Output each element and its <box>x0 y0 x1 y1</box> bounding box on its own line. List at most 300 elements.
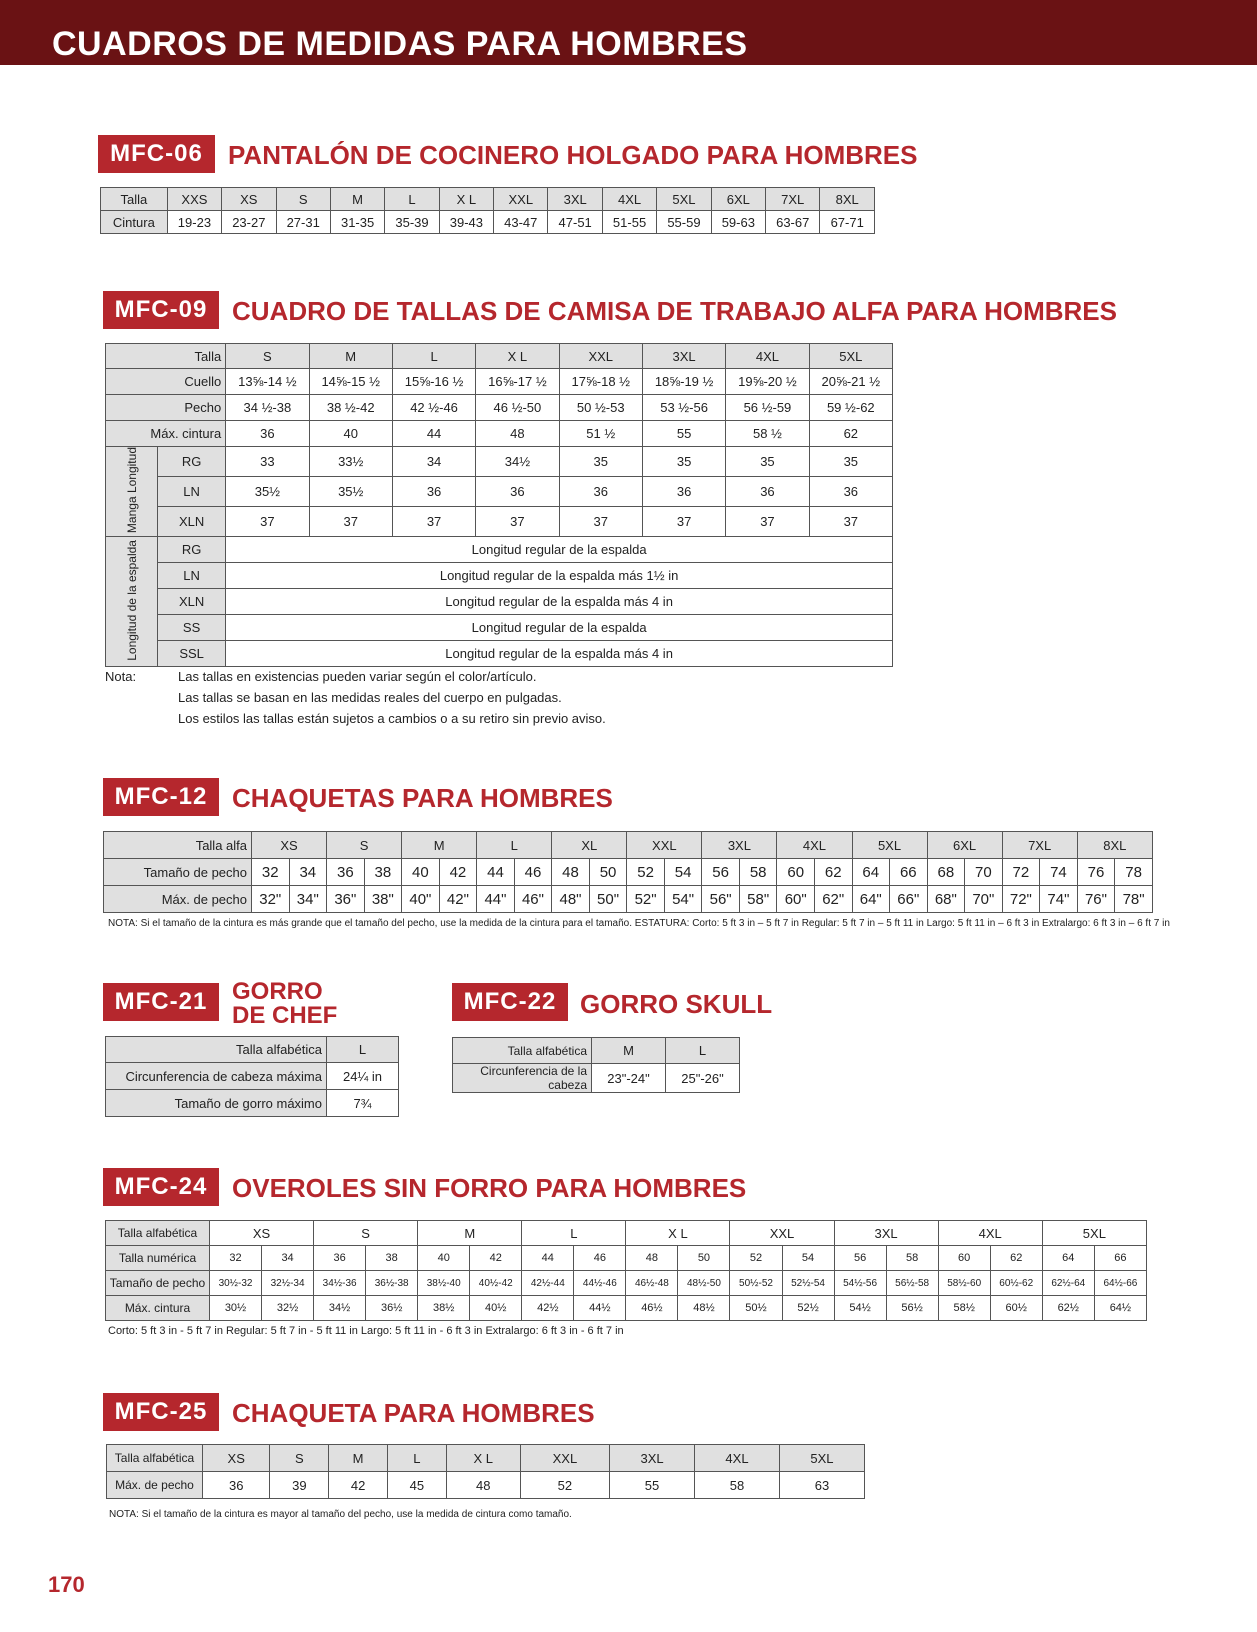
size-header: S <box>226 344 309 369</box>
table-cell: 56 ½-59 <box>726 395 809 421</box>
size-header: S <box>270 1445 329 1472</box>
size-header: 5XL <box>779 1445 864 1472</box>
table-cell: 48 <box>626 1246 678 1271</box>
size-header: M <box>592 1038 666 1064</box>
size-header: X L <box>476 344 559 369</box>
table-cell: 35 <box>642 447 725 477</box>
size-header: 5XL <box>657 188 711 211</box>
row-label: LN <box>158 563 226 589</box>
size-header: L <box>327 1037 399 1063</box>
table-row <box>107 1445 865 1472</box>
size-header: S <box>314 1221 418 1246</box>
size-header: XS <box>222 188 276 211</box>
table-cell: 48 <box>446 1472 520 1499</box>
table-cell: Longitud regular de la espalda más 4 in <box>226 641 893 667</box>
table-cell: 62 <box>809 421 892 447</box>
size-header: XS <box>203 1445 270 1472</box>
table-cell: 37 <box>559 507 642 537</box>
row-label: Talla <box>106 344 226 369</box>
table-cell: 34½ <box>314 1296 366 1321</box>
table-cell: 20⅝-21 ½ <box>809 369 892 395</box>
table-cell: 44 <box>392 421 475 447</box>
table-cell: 25"-26" <box>666 1064 740 1093</box>
table-cell: 30½-32 <box>210 1271 262 1296</box>
size-header: XXL <box>627 832 702 859</box>
table-cell: 70" <box>965 886 1003 913</box>
size-header: L <box>387 1445 446 1472</box>
size-header: 4XL <box>938 1221 1042 1246</box>
size-header: 3XL <box>642 344 725 369</box>
table-cell: 35 <box>726 447 809 477</box>
row-label: Cuello <box>106 369 226 395</box>
section-code-mfc12: MFC-12 <box>103 778 219 816</box>
size-header: 4XL <box>726 344 809 369</box>
table-cell: 31-35 <box>330 211 384 234</box>
table-cell: 36 <box>809 477 892 507</box>
table-cell: 36½-38 <box>366 1271 418 1296</box>
table-row <box>106 395 893 421</box>
table-cell: 35 <box>809 447 892 477</box>
table-cell: 40½-42 <box>470 1271 522 1296</box>
size-header: XS <box>210 1221 314 1246</box>
row-label: XLN <box>158 507 226 537</box>
size-table-mfc06 <box>100 187 875 234</box>
table-cell: 59-63 <box>711 211 765 234</box>
table-cell: 54 <box>664 859 702 886</box>
table-cell: 56" <box>702 886 740 913</box>
table-cell: 50 <box>589 859 627 886</box>
table-cell: 45 <box>387 1472 446 1499</box>
row-label: Circunferencia de cabeza máxima <box>106 1063 327 1090</box>
table-cell: 23-27 <box>222 211 276 234</box>
table-cell: 19⅝-20 ½ <box>726 369 809 395</box>
note-line-2-mfc09: Las tallas se basan en las medidas reales del cuerpo en pulgadas. <box>178 690 562 705</box>
table-row <box>106 447 893 477</box>
table-cell: 37 <box>809 507 892 537</box>
table-cell: 44" <box>477 886 515 913</box>
table-cell: 37 <box>476 507 559 537</box>
row-label: Pecho <box>106 395 226 421</box>
table-cell: 56½-58 <box>886 1271 938 1296</box>
table-cell: 39-43 <box>439 211 493 234</box>
table-cell: 72 <box>1002 859 1040 886</box>
section-title-mfc21-line1: GORRO <box>232 978 323 1005</box>
size-header: 3XL <box>702 832 777 859</box>
table-cell: 46 <box>574 1246 626 1271</box>
page-title: CUADROS DE MEDIDAS PARA HOMBRES <box>52 25 748 63</box>
table-cell: 60½-62 <box>990 1271 1042 1296</box>
table-cell: 60 <box>938 1246 990 1271</box>
table-cell: 36 <box>392 477 475 507</box>
size-header: XS <box>252 832 327 859</box>
note-mfc25: NOTA: Si el tamaño de la cintura es mayor al tamaño del pecho, use la medida de cintura como tamaño. <box>109 1509 572 1520</box>
table-cell: 68" <box>927 886 965 913</box>
table-cell: 44½ <box>574 1296 626 1321</box>
size-header: 3XL <box>834 1221 938 1246</box>
size-header: M <box>329 1445 388 1472</box>
table-cell: 50½ <box>730 1296 782 1321</box>
size-header: 6XL <box>711 188 765 211</box>
table-cell: 76" <box>1077 886 1115 913</box>
table-row <box>101 211 875 234</box>
row-label: LN <box>158 477 226 507</box>
vertical-label: Manga Longitud <box>124 447 139 534</box>
table-cell: 40 <box>418 1246 470 1271</box>
table-cell: 74" <box>1040 886 1078 913</box>
section-code-mfc06: MFC-06 <box>98 135 215 173</box>
row-label: Máx. cintura <box>106 1296 210 1321</box>
size-header: XXL <box>730 1221 834 1246</box>
section-title-mfc24: OVEROLES SIN FORRO PARA HOMBRES <box>232 1173 747 1203</box>
row-label: Tamaño de gorro máximo <box>106 1090 327 1117</box>
row-label: Talla alfabética <box>453 1038 592 1064</box>
section-code-mfc24: MFC-24 <box>103 1168 219 1206</box>
table-cell: 67-71 <box>820 211 875 234</box>
table-cell: 58½ <box>938 1296 990 1321</box>
size-header: L <box>477 832 552 859</box>
table-cell: 36 <box>327 859 365 886</box>
table-cell: 13⅝-14 ½ <box>226 369 309 395</box>
table-cell: 46½-48 <box>626 1271 678 1296</box>
table-cell: 37 <box>226 507 309 537</box>
table-cell: 70 <box>965 859 1003 886</box>
table-cell: 36 <box>314 1246 366 1271</box>
table-cell: 38" <box>364 886 402 913</box>
table-cell: Longitud regular de la espalda <box>226 615 893 641</box>
note-mfc24: Corto: 5 ft 3 in - 5 ft 7 in Regular: 5 ft 7 in - 5 ft 11 in Largo: 5 ft 11 in - 6 ft 3 in Extralargo: 6 ft 3 in - 6 ft 7 in <box>108 1325 624 1337</box>
table-cell: 36 <box>559 477 642 507</box>
table-row <box>101 188 875 211</box>
table-cell: 38 <box>364 859 402 886</box>
table-cell: 42 <box>329 1472 388 1499</box>
note-line-3-mfc09: Los estilos las tallas están sujetos a cambios o a su retiro sin previo aviso. <box>178 711 606 726</box>
row-label: XLN <box>158 589 226 615</box>
table-cell: 59 ½-62 <box>809 395 892 421</box>
table-cell: 52 <box>730 1246 782 1271</box>
table-cell: 33 <box>226 447 309 477</box>
table-cell: 64½ <box>1094 1296 1146 1321</box>
table-cell: 36½ <box>366 1296 418 1321</box>
row-label: SS <box>158 615 226 641</box>
row-label: Máx. cintura <box>106 421 226 447</box>
table-cell: 58 ½ <box>726 421 809 447</box>
row-label: Talla alfa <box>104 832 252 859</box>
table-cell: 66 <box>890 859 928 886</box>
table-cell: 30½ <box>210 1296 262 1321</box>
row-label: Talla <box>101 188 168 211</box>
size-header: X L <box>626 1221 730 1246</box>
table-cell: 46" <box>514 886 552 913</box>
table-cell: 38 ½-42 <box>309 395 392 421</box>
table-cell: 58 <box>886 1246 938 1271</box>
note-line-1-mfc09: Las tallas en existencias pueden variar según el color/artículo. <box>178 669 537 684</box>
table-cell: 36 <box>203 1472 270 1499</box>
table-cell: 16⅝-17 ½ <box>476 369 559 395</box>
table-cell: 34½-36 <box>314 1271 366 1296</box>
size-header: M <box>309 344 392 369</box>
table-cell: 53 ½-56 <box>642 395 725 421</box>
table-cell: 48 <box>476 421 559 447</box>
table-cell: 27-31 <box>276 211 330 234</box>
table-cell: 62½-64 <box>1042 1271 1094 1296</box>
table-cell: 68 <box>927 859 965 886</box>
table-cell: 32" <box>252 886 290 913</box>
size-table-mfc21 <box>105 1036 399 1117</box>
table-row <box>107 1472 865 1499</box>
table-row <box>106 1271 1147 1296</box>
table-cell: Longitud regular de la espalda más 4 in <box>226 589 893 615</box>
table-cell: 37 <box>392 507 475 537</box>
table-row <box>104 859 1153 886</box>
row-label: Máx. de pecho <box>104 886 252 913</box>
table-cell: 54½-56 <box>834 1271 886 1296</box>
table-cell: 7¾ <box>327 1090 399 1117</box>
table-cell: 58½-60 <box>938 1271 990 1296</box>
table-cell: 54 <box>782 1246 834 1271</box>
table-cell: 62 <box>814 859 852 886</box>
section-code-mfc09: MFC-09 <box>103 291 219 329</box>
row-label: Tamaño de pecho <box>104 859 252 886</box>
section-title-mfc22: GORRO SKULL <box>580 989 773 1019</box>
table-cell: 32 <box>252 859 290 886</box>
table-cell: 56 <box>702 859 740 886</box>
table-cell: 50 ½-53 <box>559 395 642 421</box>
size-header: 7XL <box>766 188 820 211</box>
section-code-mfc25: MFC-25 <box>103 1393 219 1431</box>
table-cell: 40 <box>402 859 440 886</box>
table-cell: Longitud regular de la espalda <box>226 537 893 563</box>
table-cell: 37 <box>726 507 809 537</box>
table-cell: 40½ <box>470 1296 522 1321</box>
table-cell: 64 <box>852 859 890 886</box>
row-label: Talla alfabética <box>106 1037 327 1063</box>
size-header: 4XL <box>602 188 656 211</box>
row-label: Cintura <box>101 211 168 234</box>
table-row <box>106 1090 399 1117</box>
table-cell: 35½ <box>226 477 309 507</box>
section-title-mfc25: CHAQUETA PARA HOMBRES <box>232 1398 595 1428</box>
table-cell: 50" <box>589 886 627 913</box>
note-label-mfc09: Nota: <box>105 669 137 684</box>
row-label: Tamaño de pecho <box>106 1271 210 1296</box>
table-row <box>106 1296 1147 1321</box>
table-cell: 15⅝-16 ½ <box>392 369 475 395</box>
table-cell: 52" <box>627 886 665 913</box>
size-header: M <box>330 188 384 211</box>
size-table-mfc09 <box>105 343 893 667</box>
section-code-mfc21: MFC-21 <box>103 983 219 1021</box>
table-cell: Longitud regular de la espalda más 1½ in <box>226 563 893 589</box>
size-header: 4XL <box>695 1445 780 1472</box>
table-cell: 35-39 <box>385 211 439 234</box>
table-cell: 34 <box>262 1246 314 1271</box>
size-header: 8XL <box>1077 832 1152 859</box>
table-cell: 55 <box>610 1472 695 1499</box>
table-cell: 52½ <box>782 1296 834 1321</box>
table-cell: 42 ½-46 <box>392 395 475 421</box>
size-header: XL <box>552 832 627 859</box>
table-row <box>106 344 893 369</box>
size-header: 5XL <box>852 832 927 859</box>
table-cell: 33½ <box>309 447 392 477</box>
table-row <box>104 886 1153 913</box>
size-header: M <box>402 832 477 859</box>
table-cell: 58" <box>739 886 777 913</box>
row-label: SSL <box>158 641 226 667</box>
size-header: M <box>418 1221 522 1246</box>
table-cell: 44 <box>522 1246 574 1271</box>
size-header: L <box>392 344 475 369</box>
table-row <box>106 1063 399 1090</box>
table-cell: 32½-34 <box>262 1271 314 1296</box>
table-cell: 50½-52 <box>730 1271 782 1296</box>
table-row <box>106 369 893 395</box>
table-cell: 19-23 <box>167 211 221 234</box>
table-cell: 40 <box>309 421 392 447</box>
size-header: 5XL <box>809 344 892 369</box>
table-cell: 34 ½-38 <box>226 395 309 421</box>
table-cell: 51 ½ <box>559 421 642 447</box>
section-title-mfc06: PANTALÓN DE COCINERO HOLGADO PARA HOMBRES <box>228 140 918 170</box>
table-cell: 60½ <box>990 1296 1042 1321</box>
group-label-back-length <box>106 537 158 667</box>
size-header: 4XL <box>777 832 852 859</box>
table-cell: 40" <box>402 886 440 913</box>
row-label: Circunferencia de la cabeza <box>453 1064 592 1093</box>
table-cell: 48 <box>552 859 590 886</box>
table-cell: 48½-50 <box>678 1271 730 1296</box>
size-table-mfc22 <box>452 1037 740 1093</box>
table-cell: 24¼ in <box>327 1063 399 1090</box>
table-row <box>453 1064 740 1093</box>
section-code-mfc22: MFC-22 <box>452 983 568 1021</box>
table-cell: 60" <box>777 886 815 913</box>
table-cell: 78 <box>1115 859 1153 886</box>
table-cell: 38½ <box>418 1296 470 1321</box>
size-header: 5XL <box>1042 1221 1146 1246</box>
row-label: Talla numérica <box>106 1246 210 1271</box>
table-cell: 64½-66 <box>1094 1271 1146 1296</box>
size-table-mfc25 <box>106 1444 865 1499</box>
table-cell: 34" <box>289 886 327 913</box>
table-cell: 17⅝-18 ½ <box>559 369 642 395</box>
table-cell: 42 <box>470 1246 522 1271</box>
size-header: XXL <box>559 344 642 369</box>
table-cell: 66 <box>1094 1246 1146 1271</box>
vertical-label: Longitud de la espalda <box>124 539 139 661</box>
table-cell: 42" <box>439 886 477 913</box>
size-header: 3XL <box>610 1445 695 1472</box>
table-cell: 39 <box>270 1472 329 1499</box>
table-row <box>106 615 893 641</box>
size-header: XXL <box>494 188 548 211</box>
table-cell: 63-67 <box>766 211 820 234</box>
table-cell: 52 <box>520 1472 609 1499</box>
table-cell: 63 <box>779 1472 864 1499</box>
size-header: L <box>666 1038 740 1064</box>
size-header: 8XL <box>820 188 875 211</box>
table-cell: 54½ <box>834 1296 886 1321</box>
table-cell: 48½ <box>678 1296 730 1321</box>
size-header: X L <box>439 188 493 211</box>
table-cell: 66" <box>890 886 928 913</box>
table-cell: 35 <box>559 447 642 477</box>
row-label: Talla alfabética <box>107 1445 203 1472</box>
size-header: S <box>276 188 330 211</box>
table-row <box>106 641 893 667</box>
size-header: L <box>385 188 439 211</box>
table-row <box>106 507 893 537</box>
table-cell: 52½-54 <box>782 1271 834 1296</box>
table-cell: 55 <box>642 421 725 447</box>
table-row <box>106 563 893 589</box>
size-table-mfc24 <box>105 1220 1147 1321</box>
table-cell: 38½-40 <box>418 1271 470 1296</box>
table-row <box>106 1221 1147 1246</box>
table-row <box>106 537 893 563</box>
table-cell: 60 <box>777 859 815 886</box>
table-cell: 37 <box>642 507 725 537</box>
table-cell: 78" <box>1115 886 1153 913</box>
table-cell: 47-51 <box>548 211 602 234</box>
table-row <box>106 1246 1147 1271</box>
table-cell: 35½ <box>309 477 392 507</box>
size-header: 6XL <box>927 832 1002 859</box>
table-cell: 64 <box>1042 1246 1094 1271</box>
table-cell: 64" <box>852 886 890 913</box>
table-cell: 46½ <box>626 1296 678 1321</box>
table-row <box>106 421 893 447</box>
size-header: 7XL <box>1002 832 1077 859</box>
table-cell: 42 <box>439 859 477 886</box>
page-number: 170 <box>48 1572 85 1597</box>
table-row <box>106 477 893 507</box>
table-cell: 62½ <box>1042 1296 1094 1321</box>
table-cell: 56½ <box>886 1296 938 1321</box>
table-cell: 36 <box>226 421 309 447</box>
table-cell: 38 <box>366 1246 418 1271</box>
table-cell: 42½-44 <box>522 1271 574 1296</box>
table-cell: 36 <box>642 477 725 507</box>
table-cell: 72" <box>1002 886 1040 913</box>
table-cell: 52 <box>627 859 665 886</box>
table-cell: 18⅝-19 ½ <box>642 369 725 395</box>
table-row <box>106 589 893 615</box>
table-row <box>106 1037 399 1063</box>
table-cell: 44 <box>477 859 515 886</box>
table-cell: 48" <box>552 886 590 913</box>
table-row <box>104 832 1153 859</box>
table-cell: 42½ <box>522 1296 574 1321</box>
table-cell: 46 ½-50 <box>476 395 559 421</box>
table-cell: 62 <box>990 1246 1042 1271</box>
table-cell: 56 <box>834 1246 886 1271</box>
note-mfc12: NOTA: Si el tamaño de la cintura es más grande que el tamaño del pecho, use la medida de la cintura para el tamaño. ESTATURA: Corto: 5 ft 3 in – 5 ft 7 in Regular: 5 ft 7 in – 5 ft 11 in Largo: 5 ft 11 in – 6 ft 3 in Extralargo: 6 ft 3 in – 6 ft 7 in <box>108 918 1170 929</box>
size-table-mfc12 <box>103 831 1153 913</box>
table-cell: 58 <box>739 859 777 886</box>
table-cell: 32 <box>210 1246 262 1271</box>
table-cell: 51-55 <box>602 211 656 234</box>
table-cell: 58 <box>695 1472 780 1499</box>
table-cell: 14⅝-15 ½ <box>309 369 392 395</box>
row-label: Máx. de pecho <box>107 1472 203 1499</box>
section-title-mfc09: CUADRO DE TALLAS DE CAMISA DE TRABAJO ALFA PARA HOMBRES <box>232 296 1117 326</box>
table-cell: 32½ <box>262 1296 314 1321</box>
size-header: XXS <box>167 188 221 211</box>
table-cell: 74 <box>1040 859 1078 886</box>
table-cell: 36" <box>327 886 365 913</box>
size-header: XXL <box>520 1445 609 1472</box>
